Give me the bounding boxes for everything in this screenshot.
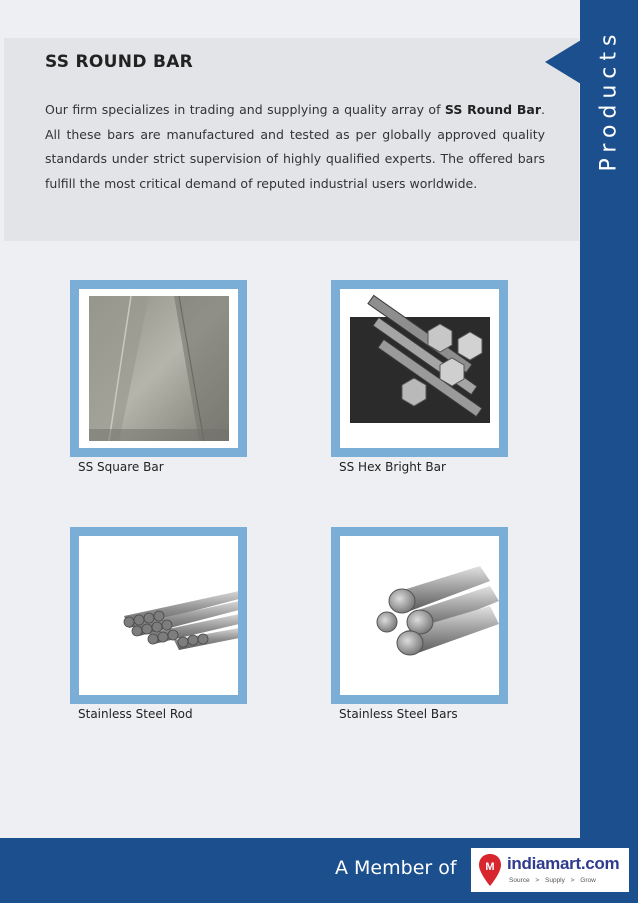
indiamart-logo-icon (477, 853, 503, 887)
section-title: SS ROUND BAR (45, 52, 194, 72)
product-card-stainless-steel-bars[interactable] (331, 527, 508, 704)
logo-tagline: Source > Supply > Grow (509, 877, 596, 884)
desc-product-name: SS Round Bar (444, 102, 542, 117)
product-card-ss-square-bar[interactable] (70, 280, 247, 457)
product-card-ss-hex-bright-bar[interactable] (331, 280, 508, 457)
section-description (45, 98, 545, 196)
product-label-stainless-steel-bars[interactable]: Stainless Steel Bars (339, 707, 458, 721)
product-image-ss-hex-bright-bar (340, 289, 499, 448)
svg-text:M: M (485, 861, 495, 873)
product-image-stainless-steel-bars (340, 536, 499, 695)
product-card-stainless-steel-rod[interactable] (70, 527, 247, 704)
indiamart-logo[interactable] (471, 848, 629, 892)
desc-rest: . All these bars are manufactured and tested as per globally approved quality standards under strict supervision of highly qualified experts. The offered bars fulfill the most critical demand of reputed industrial users worldwide. (45, 102, 546, 191)
desc-intro: Our firm specializes in trading and supplying a quality array of (45, 102, 445, 117)
sidebar-label: Products (596, 28, 622, 172)
product-label-ss-hex-bright-bar[interactable]: SS Hex Bright Bar (339, 460, 446, 474)
product-label-ss-square-bar[interactable]: SS Square Bar (78, 460, 164, 474)
pointer-arrow (545, 40, 581, 84)
product-image-stainless-steel-rod (79, 536, 238, 695)
product-image-ss-square-bar (79, 289, 238, 448)
product-label-stainless-steel-rod[interactable]: Stainless Steel Rod (78, 707, 193, 721)
member-of-text: A Member of (335, 857, 457, 879)
logo-name: indiamart.com (507, 854, 620, 873)
